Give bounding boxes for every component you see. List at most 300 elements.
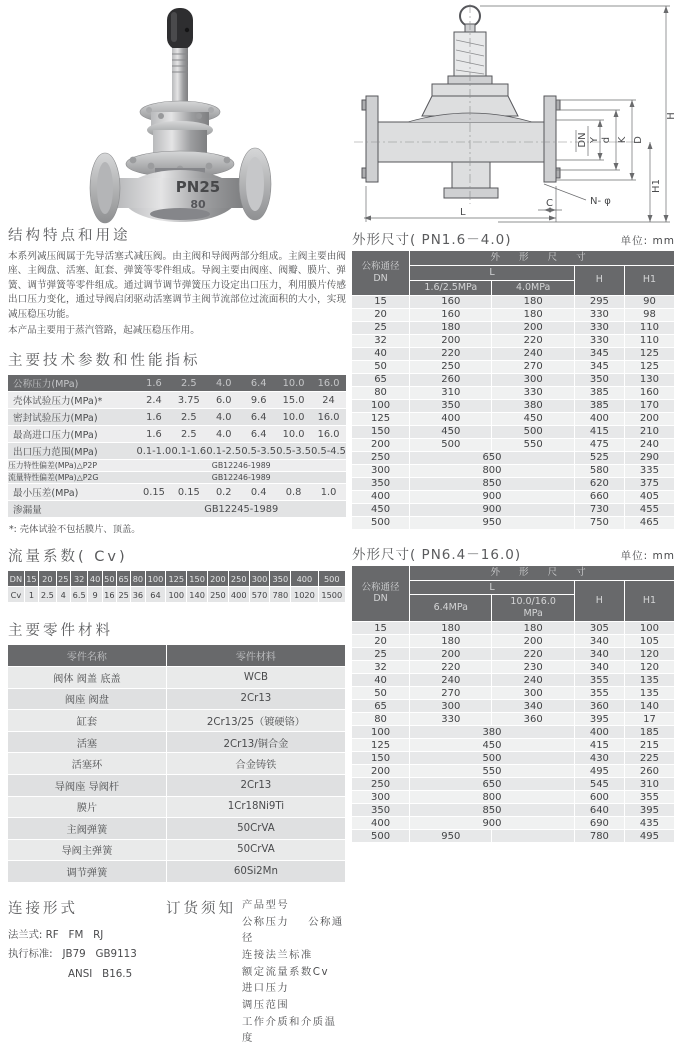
dim-label-n-phi: N- φ <box>590 196 611 207</box>
dims1-title: 外形尺寸( PN1.6－4.0) <box>352 232 512 248</box>
params-value: 0.5-3.5 <box>276 443 311 460</box>
dims-dn: 125 <box>352 413 410 426</box>
dims-header-dn: 公称通径 DN <box>352 566 410 623</box>
dims-dn: 250 <box>352 778 410 791</box>
dims-h1: 90 <box>625 296 675 309</box>
dims-l2: 200 <box>492 322 574 335</box>
ordering-item: 产品型号 <box>242 898 290 911</box>
dims-dn: 450 <box>352 504 410 517</box>
material-part-name: 导阀座 导阀杆 <box>8 775 167 797</box>
dims-dn: 250 <box>352 452 410 465</box>
cv-dn-value: 250 <box>229 571 250 587</box>
cv-value: 400 <box>229 587 250 603</box>
dims-l2: 220 <box>492 335 574 348</box>
dims-row <box>352 322 675 335</box>
dims-l2: 380 <box>492 400 574 413</box>
dims-dn: 80 <box>352 387 410 400</box>
material-part-material: 1Cr18Ni9Ti <box>167 797 346 819</box>
dimension-drawing <box>348 0 679 226</box>
cv-value: 16 <box>103 587 117 603</box>
params-value: 10.0 <box>276 409 311 426</box>
params-row <box>8 501 346 518</box>
material-part-material: 50CrVA <box>167 840 346 862</box>
dims-dn: 32 <box>352 661 410 674</box>
cv-value: 9 <box>88 587 102 603</box>
params-value: 1.6 <box>136 426 171 443</box>
dims-dn: 15 <box>352 622 410 635</box>
dims-l2: 240 <box>492 348 574 361</box>
dims-h1: 105 <box>625 635 675 648</box>
dims-dn: 25 <box>352 648 410 661</box>
cv-value: 250 <box>208 587 229 603</box>
cv-table <box>8 571 346 603</box>
params-row-label: 压力特性偏差(MPa)△P2P <box>8 460 136 472</box>
dims-l2: 450 <box>492 413 574 426</box>
dims-h1: 240 <box>625 439 675 452</box>
connection-line-1: 法兰式: RF FM RJ <box>8 928 104 941</box>
dim-label-d-cap: D <box>633 136 644 144</box>
dims-l-merged: 500 <box>410 752 575 765</box>
dims-h1: 375 <box>625 478 675 491</box>
materials-title: 主要零件材料 <box>8 623 113 640</box>
cv-value: 6.5 <box>71 587 89 603</box>
dims-dn: 80 <box>352 713 410 726</box>
dims-h: 340 <box>575 661 625 674</box>
dims-header-group: 外 形 尺 寸 <box>410 566 675 581</box>
cv-dn-value: 65 <box>117 571 131 587</box>
dims-h: 330 <box>575 335 625 348</box>
materials-table <box>8 645 346 883</box>
dims-dn: 40 <box>352 674 410 687</box>
dims-l2 <box>492 830 574 843</box>
dims-h1: 290 <box>625 452 675 465</box>
materials-row <box>8 732 346 754</box>
params-value: 9.6 <box>241 392 276 409</box>
params-value: 0.15 <box>136 484 171 501</box>
dims-row <box>352 348 675 361</box>
dims-h: 780 <box>575 830 625 843</box>
params-row <box>8 409 346 426</box>
dims-dn: 20 <box>352 309 410 322</box>
cv-value: 25 <box>117 587 131 603</box>
dims-row <box>352 661 675 674</box>
dims-l1: 160 <box>410 309 492 322</box>
dims-l2: 230 <box>492 661 574 674</box>
dims-h1: 200 <box>625 413 675 426</box>
dims-row <box>352 517 675 530</box>
ordering-item: 调压范围 <box>242 998 290 1011</box>
dims-row <box>352 400 675 413</box>
ordering-items <box>242 897 346 1047</box>
materials-row <box>8 775 346 797</box>
dims-h1: 135 <box>625 674 675 687</box>
params-row <box>8 443 346 460</box>
intro-paragraph-2: 本产品主要用于蒸汽管路，起减压稳压作用。 <box>8 324 200 336</box>
dims-h1: 130 <box>625 374 675 387</box>
params-row <box>8 426 346 443</box>
dims-h1: 17 <box>625 713 675 726</box>
params-value: 15.0 <box>276 392 311 409</box>
dims-l1: 500 <box>410 439 492 452</box>
dims-l2: 330 <box>492 387 574 400</box>
materials-row <box>8 861 346 883</box>
cv-dn-value: 350 <box>270 571 291 587</box>
dims-h1: 185 <box>625 726 675 739</box>
dims-row <box>352 387 675 400</box>
dim-label-k: K <box>617 136 628 144</box>
dims-row <box>352 817 675 830</box>
material-part-name: 阀座 阀盘 <box>8 689 167 711</box>
cv-cv-label: Cv <box>8 587 25 603</box>
dim-label-h1: H1 <box>651 179 662 193</box>
dims-dn: 500 <box>352 517 410 530</box>
cv-value: 36 <box>131 587 145 603</box>
dims-h1: 125 <box>625 361 675 374</box>
dims-h: 345 <box>575 361 625 374</box>
params-value: 0.15 <box>171 484 206 501</box>
dims-h: 600 <box>575 791 625 804</box>
params-span-value: GB12246-1989 <box>136 460 346 472</box>
dims-l1: 160 <box>410 296 492 309</box>
dims-l-merged: 850 <box>410 804 575 817</box>
material-part-material: WCB <box>167 667 346 689</box>
ordering-item: 工作介质和介质温度 <box>242 1015 337 1045</box>
dims-row <box>352 635 675 648</box>
dims-dn: 125 <box>352 739 410 752</box>
cv-value: 1 <box>25 587 39 603</box>
params-row <box>8 392 346 409</box>
cv-dn-value: 15 <box>25 571 39 587</box>
materials-header-material: 零件材料 <box>167 645 346 667</box>
dims-row <box>352 296 675 309</box>
cv-value: 100 <box>166 587 187 603</box>
material-part-name: 导阀主弹簧 <box>8 840 167 862</box>
dims-header-row <box>352 251 675 266</box>
cv-dn-row <box>8 571 346 587</box>
dims-h: 355 <box>575 687 625 700</box>
dims-l2: 300 <box>492 687 574 700</box>
material-part-name: 活塞环 <box>8 753 167 775</box>
dims-h1: 225 <box>625 752 675 765</box>
dims-h1: 110 <box>625 335 675 348</box>
dims-l-merged: 550 <box>410 765 575 778</box>
dims-h1: 435 <box>625 817 675 830</box>
dims-h: 385 <box>575 400 625 413</box>
dims-row <box>352 426 675 439</box>
dims-l1: 200 <box>410 648 492 661</box>
params-value: 2.5 <box>171 426 206 443</box>
dims-l1: 220 <box>410 661 492 674</box>
dims-h1: 140 <box>625 700 675 713</box>
dims-h: 580 <box>575 465 625 478</box>
dims-row <box>352 674 675 687</box>
dims-h: 355 <box>575 674 625 687</box>
dims-row <box>352 804 675 817</box>
connection-block <box>8 897 166 1047</box>
materials-row <box>8 840 346 862</box>
params-row <box>8 472 346 484</box>
dims-h: 330 <box>575 309 625 322</box>
dims-row <box>352 700 675 713</box>
dims-h: 660 <box>575 491 625 504</box>
connection-line-3: ANSI B16.5 <box>68 968 133 980</box>
cv-value: 64 <box>146 587 167 603</box>
material-part-material: 50CrVA <box>167 818 346 840</box>
intro-paragraph-1: 本系列减压阀属于先导活塞式减压阀。由主阀和导阀两部分组成。主阀主要由阀座、主阀盘、活塞、缸套、弹簧等零件组成。导阀主要由阀座、阀瓣、膜片、弹簧、调节弹簧等零件组成。通过调节调节弹簧压力设定出口压力，利用膜片传感出口压力变化，通过导阀启闭驱动活塞调节主阀节流部位过流面积的大小，实现减压稳压功能。 <box>8 251 346 320</box>
params-row <box>8 484 346 501</box>
dims-l2: 360 <box>492 713 574 726</box>
cv-dn-value: 80 <box>131 571 145 587</box>
params-value: 10.0 <box>276 426 311 443</box>
params-value: 0.1-1.0 <box>136 443 171 460</box>
cv-dn-value: 20 <box>39 571 57 587</box>
cv-dn-value: 400 <box>291 571 318 587</box>
dims-header-h: H <box>575 581 625 623</box>
dims-l1: 350 <box>410 400 492 413</box>
dims-l-merged: 380 <box>410 726 575 739</box>
params-value: 0.5-4.5 <box>311 443 346 460</box>
params-value: 2.5 <box>171 409 206 426</box>
dim-label-d: d <box>601 136 612 144</box>
dims-header-l1: 1.6/2.5MPa <box>410 281 492 296</box>
dim-label-c: C <box>546 198 553 209</box>
cv-value: 2.5 <box>39 587 57 603</box>
dims-dn: 500 <box>352 830 410 843</box>
dims-h: 295 <box>575 296 625 309</box>
dim-label-l: L <box>460 207 466 218</box>
cv-value: 4 <box>57 587 71 603</box>
dims-h: 395 <box>575 713 625 726</box>
cv-dn-value: 125 <box>166 571 187 587</box>
cv-value: 570 <box>250 587 271 603</box>
dims-h: 525 <box>575 452 625 465</box>
dims-h: 345 <box>575 348 625 361</box>
dims-l1: 400 <box>410 413 492 426</box>
dims-l2: 240 <box>492 674 574 687</box>
ordering-title: 订货须知 <box>166 900 236 917</box>
dims-row <box>352 465 675 478</box>
dims-row <box>352 439 675 452</box>
dims-row <box>352 452 675 465</box>
dims-h: 640 <box>575 804 625 817</box>
ordering-item: 额定流量系数Cv <box>242 965 330 978</box>
dims-l2: 180 <box>492 309 574 322</box>
dims-header-l2: 4.0MPa <box>492 281 574 296</box>
params-value: 0.2 <box>206 484 241 501</box>
dims-h: 360 <box>575 700 625 713</box>
dims-h: 730 <box>575 504 625 517</box>
params-value: 2.4 <box>136 392 171 409</box>
dims-h1: 495 <box>625 830 675 843</box>
params-value: 6.4 <box>241 409 276 426</box>
params-row-label: 最高进口压力(MPa) <box>8 426 136 443</box>
dims-h1: 120 <box>625 648 675 661</box>
dims-dn: 65 <box>352 700 410 713</box>
params-header-value: 16.0 <box>311 375 346 392</box>
dims-dn: 15 <box>352 296 410 309</box>
dim-label-dn: DN <box>577 132 588 148</box>
dims-dn: 50 <box>352 687 410 700</box>
dims-h1: 395 <box>625 804 675 817</box>
dims-l2: 270 <box>492 361 574 374</box>
dims-l-merged: 850 <box>410 478 575 491</box>
ordering-item: 连接法兰标准 <box>242 948 313 961</box>
dims-row <box>352 778 675 791</box>
dims-l1: 180 <box>410 635 492 648</box>
dims2-title: 外形尺寸( PN6.4－16.0) <box>352 546 522 563</box>
dims-h: 690 <box>575 817 625 830</box>
dims-l-merged: 800 <box>410 791 575 804</box>
dims-l1: 240 <box>410 674 492 687</box>
dims-h1: 405 <box>625 491 675 504</box>
cv-dn-value: 50 <box>103 571 117 587</box>
cv-value-row <box>8 587 346 603</box>
right-column <box>352 228 675 843</box>
dim-label-y: Y <box>589 136 600 144</box>
params-value: 16.0 <box>311 426 346 443</box>
cv-dn-value: 40 <box>88 571 102 587</box>
material-part-material: 2Cr13 <box>167 775 346 797</box>
materials-header-row <box>8 645 346 667</box>
dims-l2: 200 <box>492 635 574 648</box>
params-value: 0.8 <box>276 484 311 501</box>
params-value: 0.1-1.6 <box>171 443 206 460</box>
material-part-name: 阀体 阀盖 底盖 <box>8 667 167 689</box>
dims-l1: 260 <box>410 374 492 387</box>
params-value: 4.0 <box>206 409 241 426</box>
dims-l2: 180 <box>492 296 574 309</box>
cv-dn-value: 25 <box>57 571 71 587</box>
dims-h1: 160 <box>625 387 675 400</box>
dims-row <box>352 752 675 765</box>
dims-row <box>352 622 675 635</box>
params-note: *: 壳体试验不包括膜片、顶盖。 <box>9 524 141 536</box>
cv-dn-value: 100 <box>146 571 167 587</box>
cv-value: 140 <box>187 587 208 603</box>
dims-l-merged: 900 <box>410 504 575 517</box>
params-value: 16.0 <box>311 409 346 426</box>
dims-h1: 335 <box>625 465 675 478</box>
dims-l1: 180 <box>410 622 492 635</box>
material-part-material: 2Cr13/铜合金 <box>167 732 346 754</box>
params-header-value: 2.5 <box>171 375 206 392</box>
dims-header-h: H <box>575 266 625 296</box>
dimension-drawing-svg <box>348 0 679 226</box>
params-value: 6.4 <box>241 426 276 443</box>
dims-h: 620 <box>575 478 625 491</box>
materials-row <box>8 753 346 775</box>
ordering-block <box>166 897 346 1047</box>
dims-row <box>352 413 675 426</box>
dims-h1: 455 <box>625 504 675 517</box>
dims-row <box>352 374 675 387</box>
dims-h: 750 <box>575 517 625 530</box>
dims-l2: 300 <box>492 374 574 387</box>
dims-h: 430 <box>575 752 625 765</box>
ordering-item: 公称压力 公称通径 <box>242 915 344 945</box>
materials-header-name: 零件名称 <box>8 645 167 667</box>
dims-l1: 300 <box>410 700 492 713</box>
dims-l-merged: 900 <box>410 817 575 830</box>
params-header-row <box>8 375 346 392</box>
material-part-material: 2Cr13 <box>167 689 346 711</box>
photo-marking-dn: 80 <box>190 198 206 211</box>
adjusting-cap <box>167 8 193 50</box>
cv-title: 流量系数( Cv) <box>8 549 128 566</box>
dims-h: 305 <box>575 622 625 635</box>
material-part-name: 调节弹簧 <box>8 861 167 883</box>
cv-value: 1020 <box>291 587 318 603</box>
dims-l1: 220 <box>410 348 492 361</box>
dims-header-h1: H1 <box>625 266 675 296</box>
material-part-name: 主阀弹簧 <box>8 818 167 840</box>
dims-dn: 100 <box>352 400 410 413</box>
dims-h: 415 <box>575 739 625 752</box>
dims-dn: 150 <box>352 752 410 765</box>
dims-l-merged: 900 <box>410 491 575 504</box>
dims-row <box>352 726 675 739</box>
params-value: 24 <box>311 392 346 409</box>
dims-l2: 550 <box>492 439 574 452</box>
params-value: 0.5-3.5 <box>241 443 276 460</box>
dims-l1: 310 <box>410 387 492 400</box>
dims-l1: 330 <box>410 713 492 726</box>
params-row-label: 壳体试验压力(MPa)* <box>8 392 136 409</box>
dims1-unit: 单位: mm <box>620 235 675 247</box>
ordering-item: 进口压力 <box>242 982 290 995</box>
params-header-value: 6.4 <box>241 375 276 392</box>
dims-h1: 125 <box>625 348 675 361</box>
params-table <box>8 375 346 518</box>
dims-l-merged: 650 <box>410 452 575 465</box>
dims-h1: 170 <box>625 400 675 413</box>
dims-header-row <box>352 566 675 581</box>
material-part-name: 膜片 <box>8 797 167 819</box>
dims-dn: 350 <box>352 804 410 817</box>
params-value: 1.6 <box>136 409 171 426</box>
dims-h1: 260 <box>625 765 675 778</box>
dims-row <box>352 739 675 752</box>
connection-line-2: 执行标准: JB79 GB9113 <box>8 948 137 961</box>
dims-dn: 65 <box>352 374 410 387</box>
params-row-label: 流量特性偏差(MPa)△P2G <box>8 472 136 484</box>
params-value: 6.0 <box>206 392 241 409</box>
dims-l1: 450 <box>410 426 492 439</box>
dims-dn: 20 <box>352 635 410 648</box>
dims-header-l1: 6.4MPa <box>410 595 492 622</box>
dims-h: 495 <box>575 765 625 778</box>
dims-l2: 340 <box>492 700 574 713</box>
bottom-row <box>8 897 346 1047</box>
dims-dn: 100 <box>352 726 410 739</box>
params-row <box>8 460 346 472</box>
cv-dn-label: DN <box>8 571 25 587</box>
material-part-name: 活塞 <box>8 732 167 754</box>
bonnet-flange <box>126 130 234 177</box>
dims-l1: 270 <box>410 687 492 700</box>
left-column <box>8 224 346 1047</box>
dims-l1: 180 <box>410 322 492 335</box>
dims-dn: 350 <box>352 478 410 491</box>
dims-h: 475 <box>575 439 625 452</box>
dims-dn: 25 <box>352 322 410 335</box>
params-header-value: 1.6 <box>136 375 171 392</box>
dims-dn: 300 <box>352 465 410 478</box>
cv-dn-value: 300 <box>250 571 271 587</box>
dims-h: 415 <box>575 426 625 439</box>
material-part-name: 缸套 <box>8 710 167 732</box>
cv-dn-value: 200 <box>208 571 229 587</box>
